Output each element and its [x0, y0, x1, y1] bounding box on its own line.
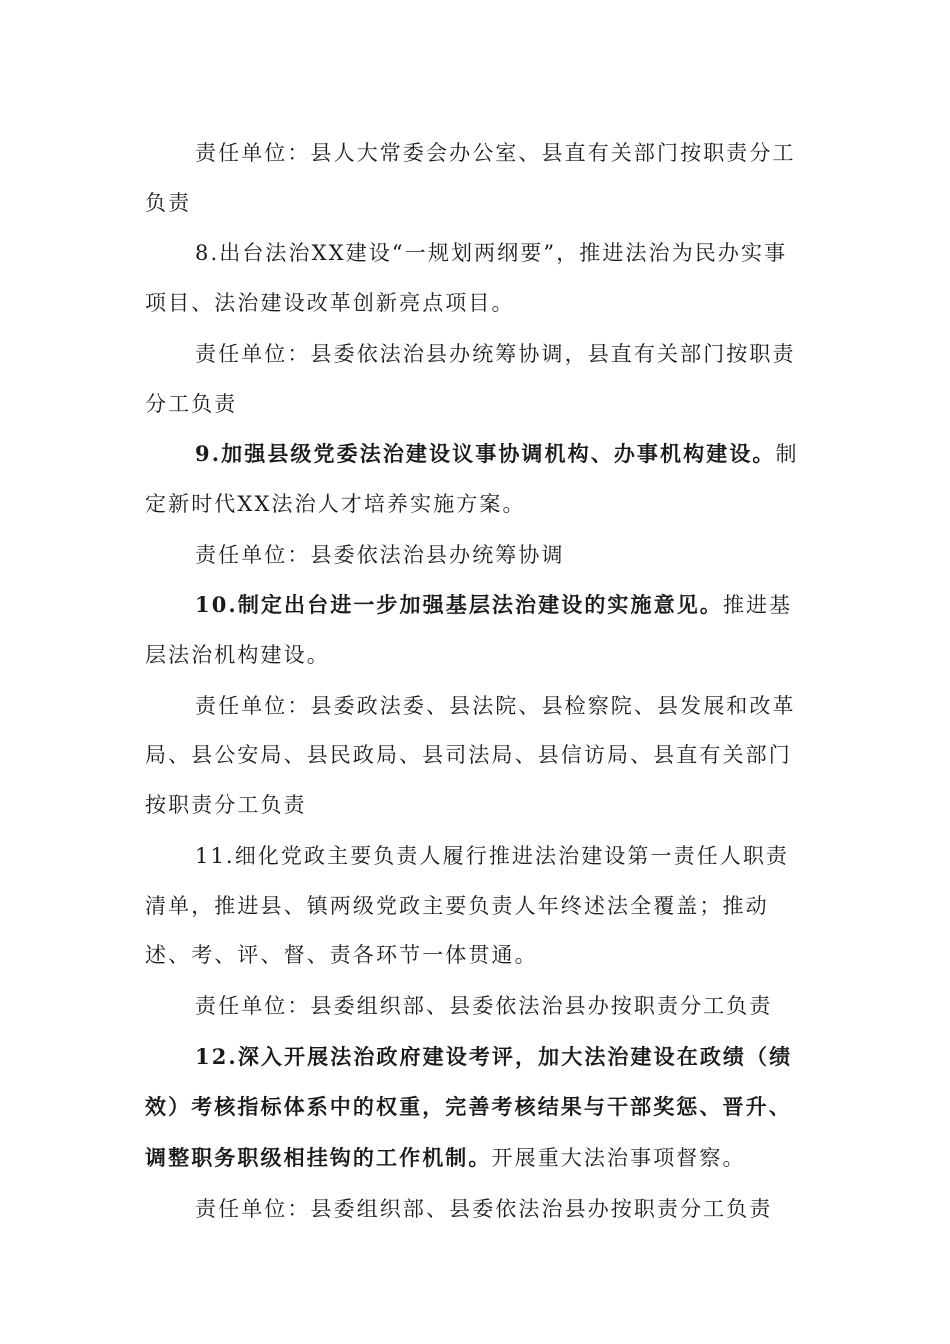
- paragraph-text: 责任单位：县委组织部、县委依法治县办按职责分工负责: [195, 993, 773, 1018]
- paragraph-item-9: [145, 429, 810, 529]
- paragraph-responsibility-7: [145, 128, 810, 228]
- paragraph-responsibility-9: [145, 530, 810, 581]
- paragraph-heading: 12.深入开展法治政府建设考评，加大法治建设在政绩（绩效）考核指标体系中的权重，完善考核结果与干部奖惩、晋升、调整职务职级相挂钩的工作机制。: [145, 1043, 793, 1171]
- paragraph-item-11: [145, 831, 810, 981]
- paragraph-item-8: [145, 228, 810, 328]
- paragraph-responsibility-12: [145, 1184, 810, 1235]
- paragraph-item-12: [145, 1032, 810, 1184]
- paragraph-responsibility-10: [145, 681, 810, 831]
- paragraph-item-10: [145, 580, 810, 680]
- paragraph-text: 责任单位：县委依法治县办统筹协调，县直有关部门按职责分工负责: [145, 341, 796, 416]
- paragraph-responsibility-8: [145, 329, 810, 429]
- paragraph-text: 11.细化党政主要负责人履行推进法治建设第一责任人职责清单，推进县、镇两级党政主要负责人年终述法全覆盖；推动述、考、评、督、责各环节一体贯通。: [145, 843, 790, 968]
- paragraph-text: 推进基层法治机构建设。: [145, 593, 793, 668]
- paragraph-text: 责任单位：县委政法委、县法院、县检察院、县发展和改革局、县公安局、县民政局、县司法局、县信访局、县直有关部门按职责分工负责: [145, 693, 796, 818]
- paragraph-text: 开展重大法治事项督察。: [491, 1146, 746, 1171]
- paragraph-text: 制定新时代XX法治人才培养实施方案。: [145, 442, 799, 516]
- paragraph-text: 责任单位：县委组织部、县委依法治县办按职责分工负责: [195, 1196, 773, 1221]
- paragraph-text: 责任单位：县委依法治县办统筹协调: [195, 542, 565, 567]
- paragraph-text: 8.出台法治XX建设“一规划两纲要”，推进法治为民办实事项目、法治建设改革创新亮点项目。: [145, 241, 788, 316]
- paragraph-heading: 9.加强县级党委法治建设议事协调机构、办事机构建设。: [195, 441, 776, 467]
- paragraph-text: 责任单位：县人大常委会办公室、县直有关部门按职责分工负责: [145, 141, 796, 215]
- document-body: [145, 128, 810, 1234]
- paragraph-heading: 10.制定出台进一步加强基层法治建设的实施意见。: [195, 592, 723, 618]
- paragraph-responsibility-11: [145, 981, 810, 1032]
